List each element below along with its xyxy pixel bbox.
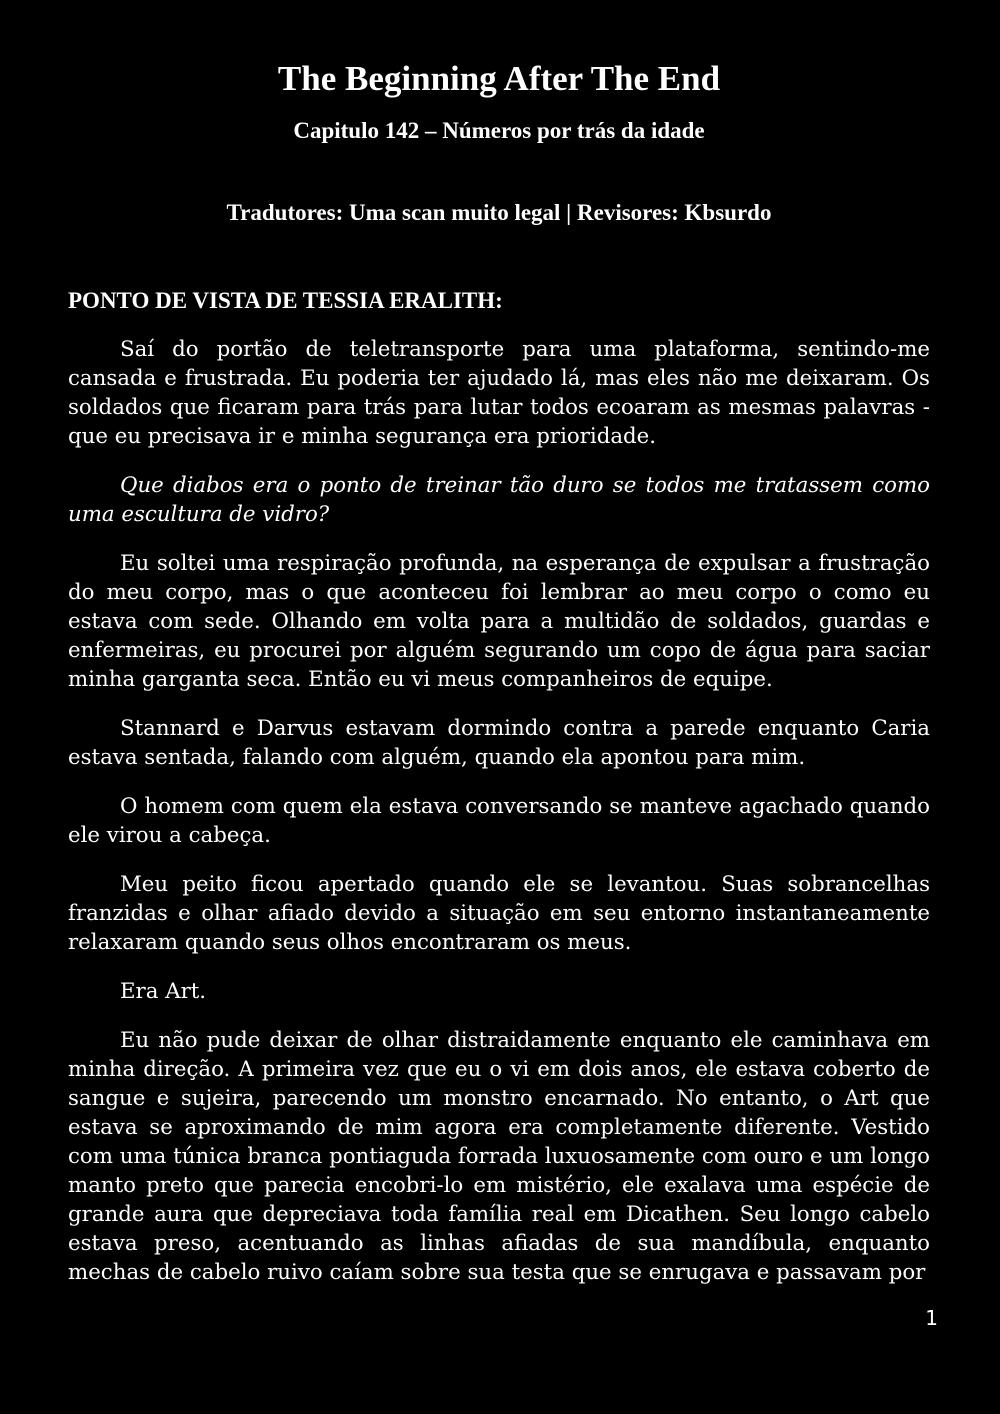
paragraph: Era Art. <box>120 979 207 1004</box>
paragraph: Meu peito ficou apertado quando ele se levantou. Suas sobrancelhas franzidas e olhar afiado devido a situação em seu entorno instantaneamente relaxaram quando seus olhos encontraram os meus. <box>68 872 930 955</box>
chapter-title: Capitulo 142 – Números por trás da idade <box>293 118 705 143</box>
book-title: The Beginning After The End <box>277 59 721 98</box>
paragraph: Eu não pude deixar de olhar distraidamente enquanto ele caminhava em minha direção. A primeira vez que eu o vi em dois anos, ele estava coberto de sangue e sujeira, parecendo um monstro encarnado. No entanto, o Art que estava se aproximando de mim agora era completamente diferente. Vestido com uma túnica branca pontiaguda forrada luxuosamente com ouro e um longo manto preto que parecia encobri-lo em mistério, ele exalava uma espécie de grande aura que depreciava toda família real em Dicathen. Seu longo cabelo estava preso, acentuando as linhas afiadas de sua mandíbula, enquanto mechas de cabelo ruivo caíam sobre sua testa que se enrugava e passavam por <box>68 1028 930 1285</box>
paragraph: Stannard e Darvus estavam dormindo contra a parede enquanto Caria estava sentada, falando com alguém, quando ela apontou para mim. <box>68 716 930 770</box>
document-page <box>68 55 930 1307</box>
page-number: 1 <box>925 1306 938 1330</box>
paragraph: O homem com quem ela estava conversando se manteve agachado quando ele virou a cabeça. <box>68 794 930 848</box>
credits-line: Tradutores: Uma scan muito legal | Revisores: Kbsurdo <box>226 200 772 225</box>
paragraph: Saí do portão de teletransporte para uma plataforma, sentindo-me cansada e frustrada. Eu poderia ter ajudado lá, mas eles não me deixaram. Os soldados que ficaram para trás para lutar todos ecoaram as mesmas palavras - que eu precisava ir e minha segurança era prioridade. <box>68 337 930 449</box>
paragraph-italic-thought: Que diabos era o ponto de treinar tão duro se todos me tratassem como uma escultura de vidro? <box>68 473 930 527</box>
chapter-body <box>68 335 930 1287</box>
pov-heading: PONTO DE VISTA DE TESSIA ERALITH: <box>68 288 503 313</box>
paragraph: Eu soltei uma respiração profunda, na esperança de expulsar a frustração do meu corpo, mas o que aconteceu foi lembrar ao meu corpo o como eu estava com sede. Olhando em volta para a multidão de soldados, guardas e enfermeiras, eu procurei por alguém segurando um copo de água para saciar minha garganta seca. Então eu vi meus companheiros de equipe. <box>68 551 930 692</box>
